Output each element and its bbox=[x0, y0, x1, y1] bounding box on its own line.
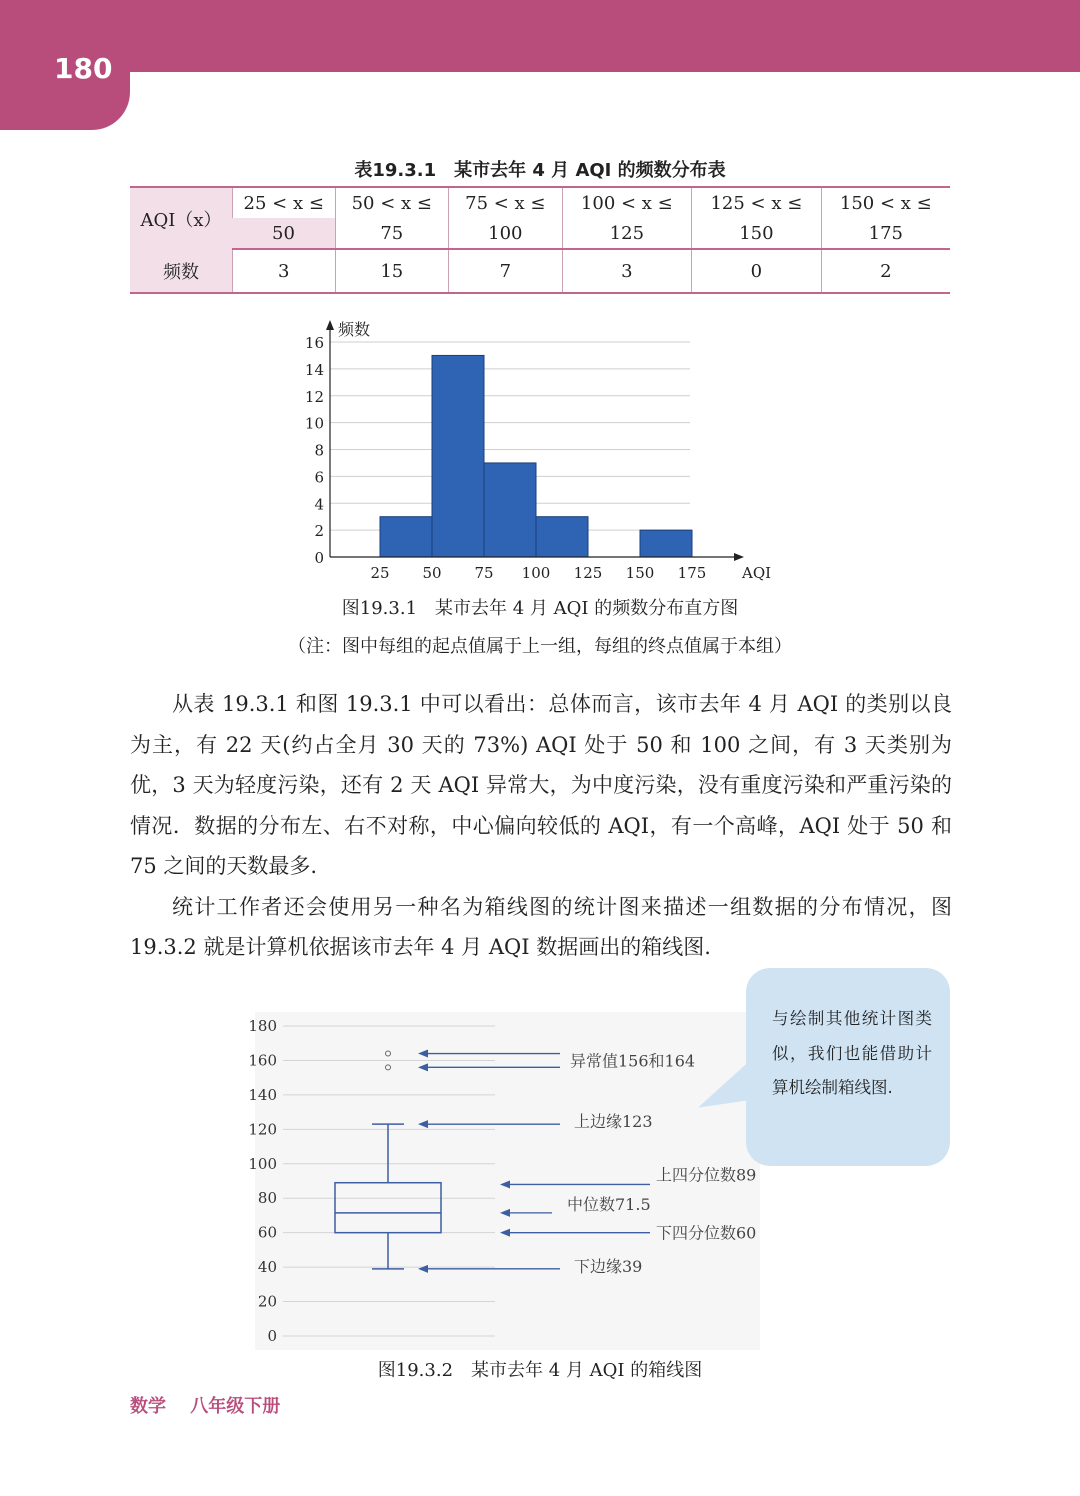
interval-top: 75 < x ≤ bbox=[449, 187, 563, 218]
histogram-bar bbox=[536, 517, 588, 557]
freq-label: 频数 bbox=[130, 249, 233, 293]
table-header-label: AQI（x） bbox=[130, 187, 233, 249]
x-tick-label: 125 bbox=[573, 564, 603, 582]
y-tick-label: 10 bbox=[304, 414, 324, 433]
y-tick-label: 80 bbox=[257, 1189, 277, 1208]
freq-value: 7 bbox=[449, 249, 563, 293]
interval-top: 125 < x ≤ bbox=[692, 187, 822, 218]
y-tick-label: 4 bbox=[314, 495, 324, 514]
y-tick-label: 0 bbox=[314, 549, 324, 567]
histogram-note: （注：图中每组的起点值属于上一组，每组的终点值属于本组） bbox=[288, 636, 792, 657]
freq-value: 2 bbox=[821, 249, 950, 293]
x-tick-label: 75 bbox=[474, 564, 494, 582]
annotation-q1: 下四分位数60 bbox=[656, 1223, 757, 1243]
interval-top: 150 < x ≤ bbox=[821, 187, 950, 218]
speech-bubble bbox=[746, 968, 950, 1166]
annotation-upper-whisker: 上边缘123 bbox=[574, 1112, 653, 1132]
histogram-bar bbox=[640, 530, 692, 557]
freq-value: 3 bbox=[233, 249, 336, 293]
annotation-lower-whisker: 下边缘39 bbox=[574, 1256, 643, 1276]
body-text bbox=[130, 684, 952, 968]
y-tick-label: 120 bbox=[248, 1120, 277, 1139]
x-tick-label: 175 bbox=[677, 564, 707, 582]
y-tick-label: 180 bbox=[248, 1017, 277, 1035]
y-tick-label: 40 bbox=[257, 1258, 277, 1277]
paragraph: 统计工作者还会使用另一种名为箱线图的统计图来描述一组数据的分布情况，图 19.3.2 就是计算机依据该市去年 4 月 AQI 数据画出的箱线图. bbox=[130, 894, 952, 959]
y-tick-label: 14 bbox=[304, 360, 324, 379]
y-tick-label: 20 bbox=[257, 1292, 277, 1311]
annotation-outliers: 异常值156和164 bbox=[570, 1051, 696, 1071]
interval-bottom: 175 bbox=[821, 218, 950, 249]
boxplot-caption: 图19.3.2 某市去年 4 月 AQI 的箱线图 bbox=[377, 1360, 703, 1381]
interval-bottom: 50 bbox=[233, 218, 336, 249]
annotation-q3: 上四分位数89 bbox=[656, 1165, 757, 1185]
histogram-caption: 图19.3.1 某市去年 4 月 AQI 的频数分布直方图 bbox=[341, 598, 739, 619]
speech-bubble-text: 与绘制其他统计图类似，我们也能借助计算机绘制箱线图. bbox=[772, 1009, 932, 1097]
page-number: 180 bbox=[54, 52, 113, 85]
interval-top: 25 < x ≤ bbox=[233, 187, 336, 218]
annotation-median: 中位数71.5 bbox=[567, 1194, 651, 1214]
y-tick-label: 2 bbox=[314, 522, 324, 541]
frequency-table bbox=[130, 186, 950, 294]
y-tick-label: 60 bbox=[257, 1223, 277, 1242]
y-tick-label: 0 bbox=[267, 1327, 277, 1345]
interval-bottom: 75 bbox=[335, 218, 449, 249]
histogram-bar bbox=[484, 463, 536, 557]
x-axis-label: AQI bbox=[742, 564, 772, 582]
x-tick-label: 25 bbox=[370, 564, 390, 582]
x-axis-arrow bbox=[734, 553, 744, 561]
histogram-bar bbox=[432, 355, 484, 557]
x-tick-label: 100 bbox=[521, 564, 551, 582]
interval-bottom: 100 bbox=[449, 218, 563, 249]
freq-value: 15 bbox=[335, 249, 449, 293]
histogram-bar bbox=[380, 517, 432, 557]
interval-top: 100 < x ≤ bbox=[562, 187, 692, 218]
y-tick-label: 100 bbox=[248, 1154, 277, 1173]
histogram-chart bbox=[0, 310, 1080, 595]
interval-bottom: 125 bbox=[562, 218, 692, 249]
footer-book-title: 数学 八年级下册 bbox=[130, 1396, 281, 1417]
header-bar bbox=[0, 0, 1080, 72]
y-tick-label: 12 bbox=[304, 387, 324, 406]
freq-value: 0 bbox=[692, 249, 822, 293]
y-tick-label: 16 bbox=[304, 334, 324, 352]
x-tick-label: 50 bbox=[422, 564, 442, 582]
table-caption: 表19.3.1 某市去年 4 月 AQI 的频数分布表 bbox=[354, 160, 726, 181]
interval-top: 50 < x ≤ bbox=[335, 187, 449, 218]
y-tick-label: 8 bbox=[314, 441, 324, 460]
interval-bottom: 150 bbox=[692, 218, 822, 249]
y-axis-arrow bbox=[326, 320, 334, 330]
y-tick-label: 6 bbox=[314, 468, 324, 487]
boxplot-chart bbox=[0, 1000, 780, 1350]
y-tick-label: 160 bbox=[248, 1051, 277, 1070]
y-axis-label: 频数 bbox=[338, 320, 371, 339]
x-tick-label: 150 bbox=[625, 564, 655, 582]
y-tick-label: 140 bbox=[248, 1085, 277, 1104]
freq-value: 3 bbox=[562, 249, 692, 293]
paragraph: 从表 19.3.1 和图 19.3.1 中可以看出：总体而言，该市去年 4 月 AQI 的类别以良为主，有 22 天(约占全月 30 天的 73%) AQI 处于 50 和 100 之间，有 3 天类别为优，3 天为轻度污染，还有 2 天 AQI 异常大，为中度污染，没有重度污染和严重污染的情况．数据的分布左、右不对称，中心偏向较低的 AQI，有一个高峰，AQI 处于 50 和 75 之间的天数最多. bbox=[130, 692, 952, 878]
